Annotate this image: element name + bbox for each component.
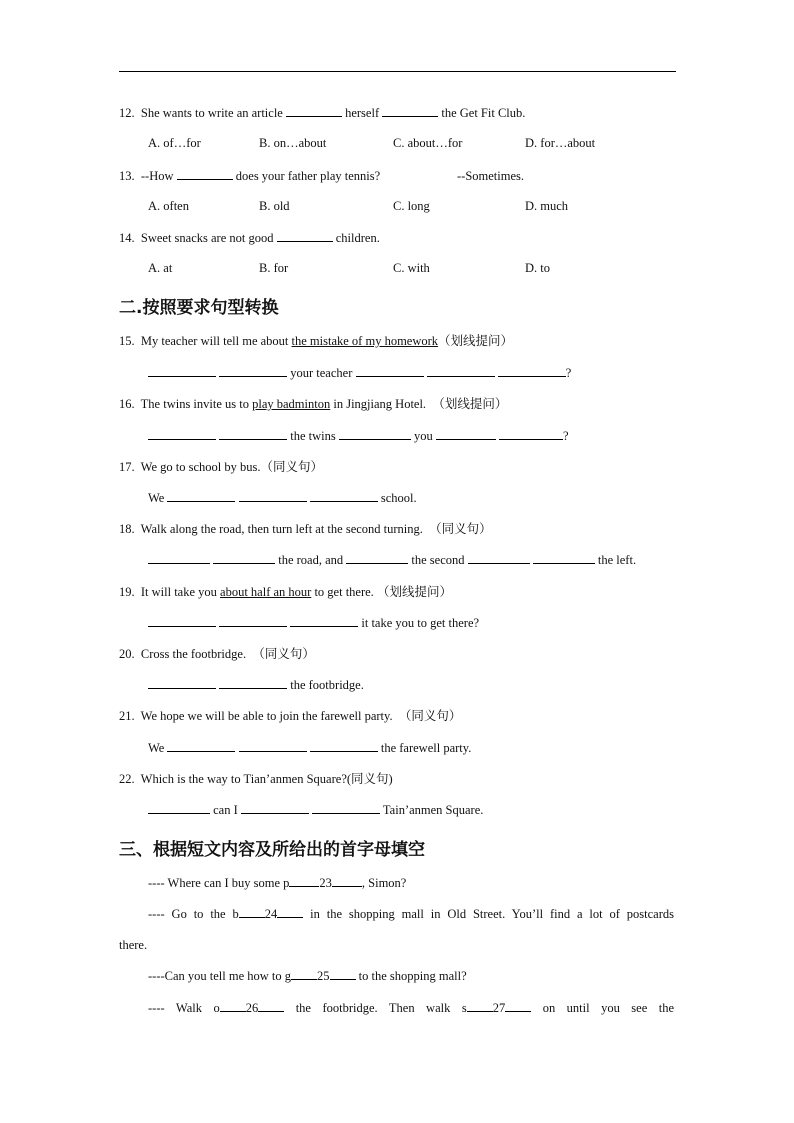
question-21 [119, 708, 461, 724]
instruction-tag: （划线提问） [438, 334, 514, 348]
question-text: Which is the way to Tian’anmen Square? [140, 772, 347, 786]
answer-text: it take you to get there? [361, 616, 480, 630]
question-text: children. [335, 231, 380, 245]
question-number: 12. [119, 106, 135, 120]
question-text: Cross the footbridge. [140, 647, 247, 661]
dialog-text: on until you see the [542, 1001, 675, 1015]
question-16 [119, 396, 507, 412]
answer-text: the second [411, 553, 465, 567]
dialog-line-2 [148, 906, 674, 922]
answer-line-18 [148, 552, 636, 568]
answer-blank[interactable] [239, 490, 307, 502]
question-number: 19. [119, 585, 135, 599]
question-text: The twins invite us to [140, 397, 249, 411]
instruction-tag: (同义句) [346, 772, 393, 786]
answer-blank[interactable] [277, 230, 333, 242]
question-text: to get there. [314, 585, 374, 599]
answer-text: school. [380, 491, 417, 505]
question-number: 18. [119, 522, 135, 536]
instruction-tag: （同义句） [260, 460, 323, 474]
question-number: 14. [119, 231, 135, 245]
answer-blank[interactable] [219, 365, 287, 377]
question-12 [119, 105, 525, 121]
answer-blank[interactable] [436, 428, 496, 440]
answer-blank[interactable] [533, 552, 595, 564]
question-text: She wants to write an article [140, 106, 283, 120]
answer-blank[interactable] [332, 875, 362, 887]
option-d[interactable]: D. to [525, 261, 550, 275]
answer-blank[interactable] [467, 1000, 493, 1012]
answer-line-19 [148, 615, 479, 631]
answer-blank[interactable] [148, 428, 216, 440]
answer-blank[interactable] [148, 615, 216, 627]
answer-text: the left. [597, 553, 637, 567]
question-number: 17. [119, 460, 135, 474]
question-text: My teacher will tell me about [140, 334, 289, 348]
answer-line-20 [148, 677, 364, 693]
answer-line-22 [148, 802, 483, 818]
answer-blank[interactable] [346, 552, 408, 564]
answer-text: We [148, 491, 165, 505]
answer-blank[interactable] [258, 1000, 284, 1012]
instruction-tag: （划线提问） [376, 585, 452, 599]
question-number: 20. [119, 647, 135, 661]
dialog-text: to the shopping mall? [358, 969, 467, 983]
option-a[interactable]: A. often [148, 199, 189, 213]
section-heading: 二.按照要求句型转换 [119, 298, 279, 318]
instruction-tag: （同义句） [398, 709, 462, 723]
answer-blank[interactable] [291, 968, 317, 980]
instruction-tag: （同义句） [429, 522, 492, 536]
answer-blank[interactable] [241, 802, 309, 814]
dialog-line-2-cont: there. [119, 938, 148, 952]
answer-blank[interactable] [148, 677, 216, 689]
question-22 [119, 771, 393, 787]
question-text: Sweet snacks are not good [140, 231, 274, 245]
blank-number: 26 [245, 1001, 259, 1015]
question-17 [119, 459, 323, 475]
answer-blank[interactable] [310, 740, 378, 752]
question-number: 15. [119, 334, 135, 348]
question-text: herself [345, 106, 380, 120]
answer-blank[interactable] [239, 906, 265, 918]
answer-text: the twins [290, 429, 336, 443]
question-text: --How [140, 169, 174, 183]
dialog-line-1 [148, 875, 406, 891]
underlined-part: play badminton [252, 397, 331, 411]
question-13 [119, 168, 380, 184]
answer-text: We [148, 741, 165, 755]
answer-blank[interactable] [290, 615, 358, 627]
dialog-text: ---- Walk o [148, 1001, 220, 1015]
option-d[interactable]: D. much [525, 199, 569, 213]
answer-blank[interactable] [148, 552, 210, 564]
option-b[interactable]: B. old [259, 199, 290, 213]
blank-number: 23 [319, 876, 332, 890]
option-a[interactable]: A. at [148, 261, 173, 275]
question-number: 13. [119, 169, 135, 183]
answer-blank[interactable] [310, 490, 378, 502]
option-c[interactable]: C. about…for [393, 136, 463, 150]
answer-blank[interactable] [330, 968, 356, 980]
answer-blank[interactable] [382, 105, 438, 117]
answer-blank[interactable] [289, 875, 319, 887]
answer-line-16 [148, 428, 569, 444]
question-text: It will take you [140, 585, 217, 599]
dialog-text: ----Can you tell me how to g [148, 969, 292, 983]
answer-blank[interactable] [220, 1000, 246, 1012]
instruction-tag: （同义句） [252, 647, 315, 661]
question-13-answer: --Sometimes. [457, 169, 525, 183]
answer-text: ? [565, 366, 572, 380]
answer-blank[interactable] [213, 552, 275, 564]
header-rule [119, 71, 676, 72]
option-c[interactable]: C. with [393, 261, 430, 275]
answer-blank[interactable] [277, 906, 303, 918]
dialog-line-4 [148, 1000, 674, 1016]
question-text: We go to school by bus. [140, 460, 261, 474]
dialog-text: in the shopping mall in Old Street. You’ll find a lot of postcards [310, 907, 675, 921]
answer-blank[interactable] [219, 615, 287, 627]
question-text: in Jingjiang Hotel. [333, 397, 427, 411]
question-14 [119, 230, 380, 246]
question-text: Walk along the road, then turn left at the second turning. [140, 522, 423, 536]
question-number: 21. [119, 709, 135, 723]
answer-blank[interactable] [219, 677, 287, 689]
option-d[interactable]: D. for…about [525, 136, 596, 150]
answer-text: ? [562, 429, 569, 443]
answer-blank[interactable] [239, 740, 307, 752]
option-a[interactable]: A. of…for [148, 136, 201, 150]
option-c[interactable]: C. long [393, 199, 430, 213]
answer-blank[interactable] [148, 802, 210, 814]
answer-blank[interactable] [148, 365, 216, 377]
question-15 [119, 333, 513, 349]
answer-line-15 [148, 365, 571, 381]
answer-blank[interactable] [356, 365, 424, 377]
dialog-text: , Simon? [361, 876, 407, 890]
answer-blank[interactable] [505, 1000, 531, 1012]
question-text: We hope we will be able to join the farewell party. [140, 709, 393, 723]
blank-number: 25 [317, 969, 330, 983]
answer-text: the road, and [278, 553, 344, 567]
answer-text: Tain’anmen Square. [382, 803, 484, 817]
answer-line-17 [148, 490, 417, 506]
answer-blank[interactable] [312, 802, 380, 814]
question-number: 16. [119, 397, 135, 411]
question-20 [119, 646, 315, 662]
dialog-text: ---- Go to the b [148, 907, 239, 921]
answer-blank[interactable] [498, 365, 566, 377]
answer-blank[interactable] [499, 428, 563, 440]
question-text: the Get Fit Club. [441, 106, 526, 120]
answer-text: can I [213, 803, 238, 817]
instruction-tag: （划线提问） [432, 397, 508, 411]
dialog-line-3 [148, 968, 467, 984]
answer-blank[interactable] [468, 552, 530, 564]
answer-text: your teacher [290, 366, 353, 380]
blank-number: 27 [492, 1001, 506, 1015]
dialog-text: ---- Where can I buy some p [148, 876, 290, 890]
answer-text: the footbridge. [290, 678, 364, 692]
underlined-part: about half an hour [220, 585, 312, 599]
dialog-text: the footbridge. Then walk s [295, 1001, 467, 1015]
question-text: does your father play tennis? [235, 169, 381, 183]
option-b[interactable]: B. on…about [259, 136, 327, 150]
answer-blank[interactable] [167, 490, 235, 502]
answer-blank[interactable] [167, 740, 235, 752]
option-b[interactable]: B. for [259, 261, 289, 275]
answer-blank[interactable] [286, 105, 342, 117]
answer-text: you [413, 429, 433, 443]
question-19 [119, 584, 452, 600]
answer-line-21 [148, 740, 471, 756]
underlined-part: the mistake of my homework [291, 334, 439, 348]
blank-number: 24 [264, 907, 278, 921]
answer-blank[interactable] [339, 428, 411, 440]
section-heading: 三、根据短文内容及所给出的首字母填空 [119, 840, 425, 860]
answer-blank[interactable] [427, 365, 495, 377]
answer-blank[interactable] [177, 168, 233, 180]
question-number: 22. [119, 772, 135, 786]
answer-text: the farewell party. [380, 741, 472, 755]
answer-blank[interactable] [219, 428, 287, 440]
question-18 [119, 521, 492, 537]
